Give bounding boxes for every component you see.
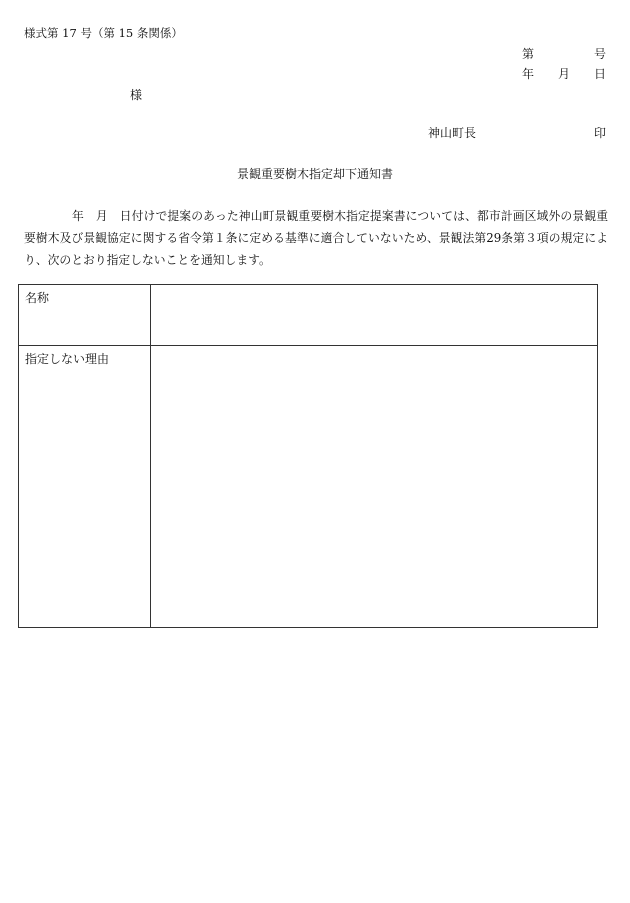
seal-mark: 印 (593, 126, 606, 140)
notice-body: 年 月 日付けで提案のあった神山町景観重要樹木指定提案書については、都市計画区域外の景観重要樹木及び景観協定に関する省令第１条に定める基準に適合していないため、景観法第29条第３項の規定により、次のとおり指定しないことを通知します。 (24, 209, 608, 267)
document-number-suffix: 号 (593, 47, 606, 61)
addressee-suffix: 様 (130, 88, 143, 102)
issue-date (522, 68, 606, 80)
document-title: 景観重要樹木指定却下通知書 (236, 167, 393, 181)
date-month: 月 (557, 67, 570, 81)
document-number (522, 48, 606, 60)
table-row-value-reason (151, 345, 597, 627)
table-row-label-reason: 指定しない理由 (19, 345, 151, 627)
date-day: 日 (593, 67, 606, 81)
table-row-value-name (151, 285, 597, 345)
table-row-label-name: 名称 (19, 285, 151, 345)
date-year: 年 (521, 67, 534, 81)
issuer (428, 127, 606, 139)
form-number: 様式第 17 号（第 15 条関係） (24, 26, 183, 40)
document-number-prefix: 第 (521, 47, 534, 61)
details-table (18, 284, 598, 628)
issuer-name: 神山町長 (427, 126, 476, 140)
